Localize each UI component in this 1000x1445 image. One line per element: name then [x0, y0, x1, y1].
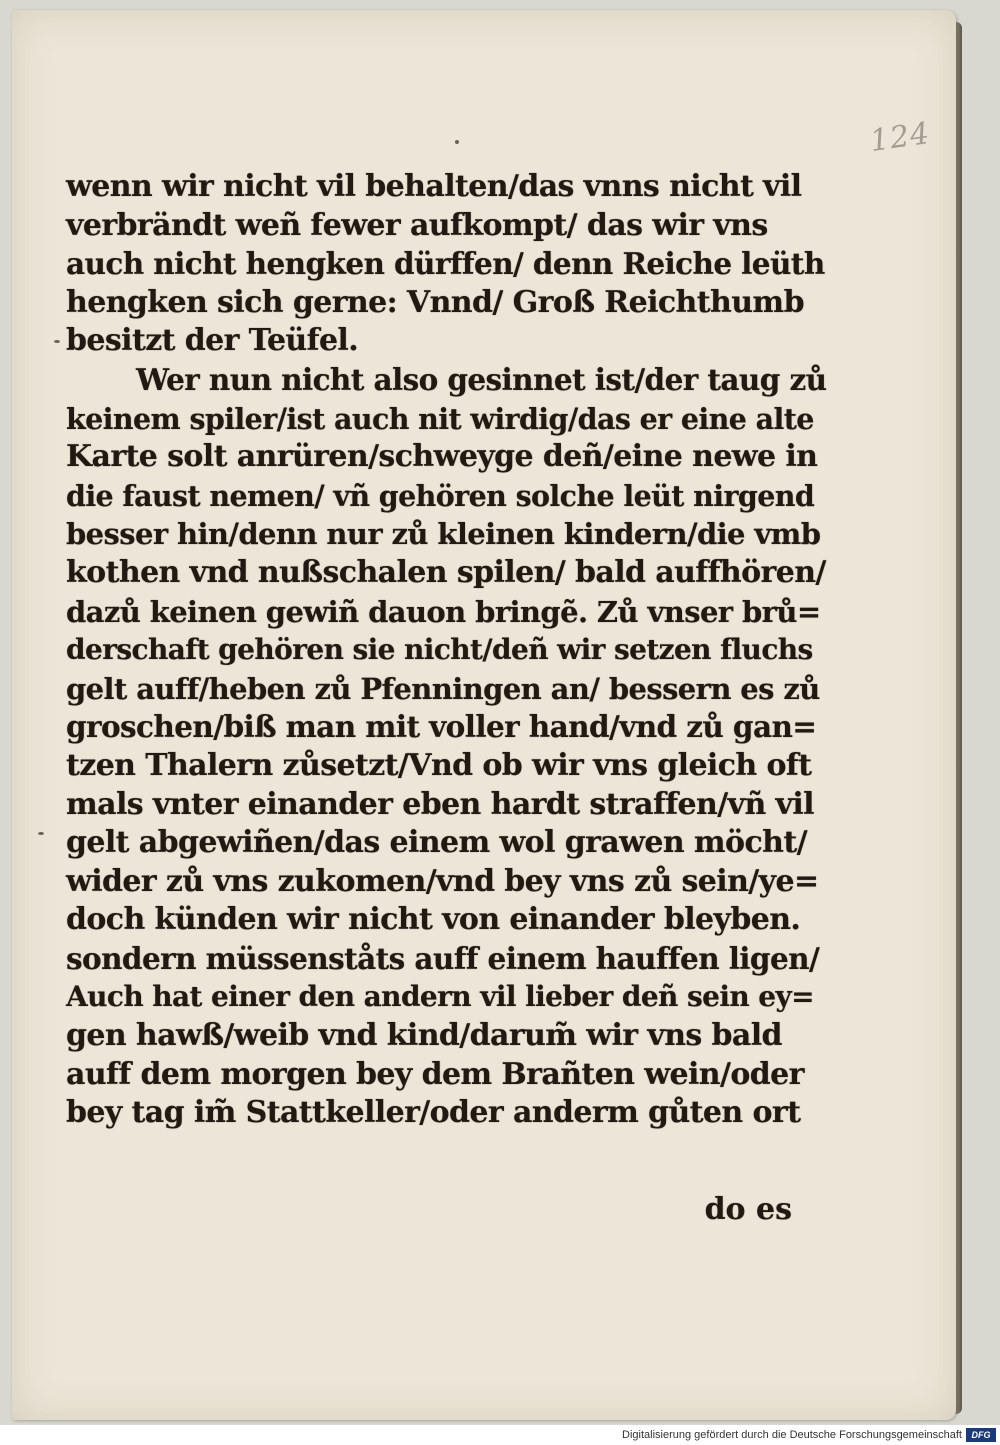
text-line: doch künden wir nicht von einander bleyben. — [66, 902, 801, 938]
text-line: kothen vnd nußschalen spilen/ bald auffhören/ — [66, 554, 826, 590]
catchword: do es — [704, 1192, 792, 1227]
text-line: bey tag im̃ Stattkeller/oder anderm gůten ort — [66, 1095, 801, 1131]
text-block — [66, 168, 826, 1133]
text-line: tzen Thalern zůsetzt/Vnd ob wir vns gleich oft — [66, 747, 812, 783]
text-line: auch nicht hengken dürffen/ denn Reiche leüth — [66, 246, 825, 282]
text-line: besser hin/denn nur zů kleinen kindern/die vmb — [66, 517, 821, 552]
text-line: Karte solt anrüren/schweyge deñ/eine newe in — [66, 439, 818, 475]
folio-number: 124 — [867, 115, 933, 160]
text-line: die faust nemen/ vñ gehören solche leüt nirgend — [66, 478, 815, 513]
text-line: Auch hat einer den andern vil lieber deñ sein ey= — [66, 980, 815, 1014]
text-line: besitzt der Teüfel. — [66, 323, 359, 359]
text-line: dazů keinen gewiñ dauon bringẽ. Zů vnser brů= — [66, 594, 821, 629]
ink-speck — [54, 340, 60, 343]
text-line: groschen/biß man mit voller hand/vnd zů gan= — [66, 709, 817, 745]
text-line: derschaft gehören sie nicht/deñ wir setzen fluchs — [66, 633, 813, 667]
text-line: Wer nun nicht also gesinnet ist/der taug zů — [136, 361, 827, 397]
footer-credit: Digitalisierung gefördert durch die Deutsche Forschungsgemeinschaft — [622, 1429, 962, 1441]
ink-speck — [38, 832, 44, 835]
text-line: wider zů vns zukomen/vnd bey vns zů sein/ye= — [66, 863, 819, 899]
text-line: gen hawß/weib vnd kind/darum̃ wir vns bald — [66, 1018, 782, 1054]
text-line: auff dem morgen bey dem Brañten wein/oder — [66, 1056, 804, 1092]
text-line: mals vnter einander eben hardt straffen/vñ vil — [66, 786, 814, 822]
text-line: gelt auff/heben zů Pfenningen an/ bessern es zů — [66, 671, 820, 706]
text-line: keinem spiler/ist auch nit wirdig/das er eine alte — [66, 401, 814, 436]
text-line: verbrändt weñ fewer aufkompt/ das wir vns — [66, 207, 768, 243]
text-line: sondern müssenståts auff einem hauffen ligen/ — [66, 940, 820, 976]
text-line: hengken sich gerne: Vnnd/ Groß Reichthumb — [66, 284, 804, 320]
text-line: gelt abgewiñen/das einem wol grawen möcht/ — [66, 825, 807, 861]
dfg-logo: DFG — [966, 1428, 996, 1442]
ink-speck — [455, 140, 459, 144]
footer-bar — [0, 1425, 1000, 1445]
text-line: wenn wir nicht vil behalten/das vnns nicht vil — [66, 169, 802, 204]
